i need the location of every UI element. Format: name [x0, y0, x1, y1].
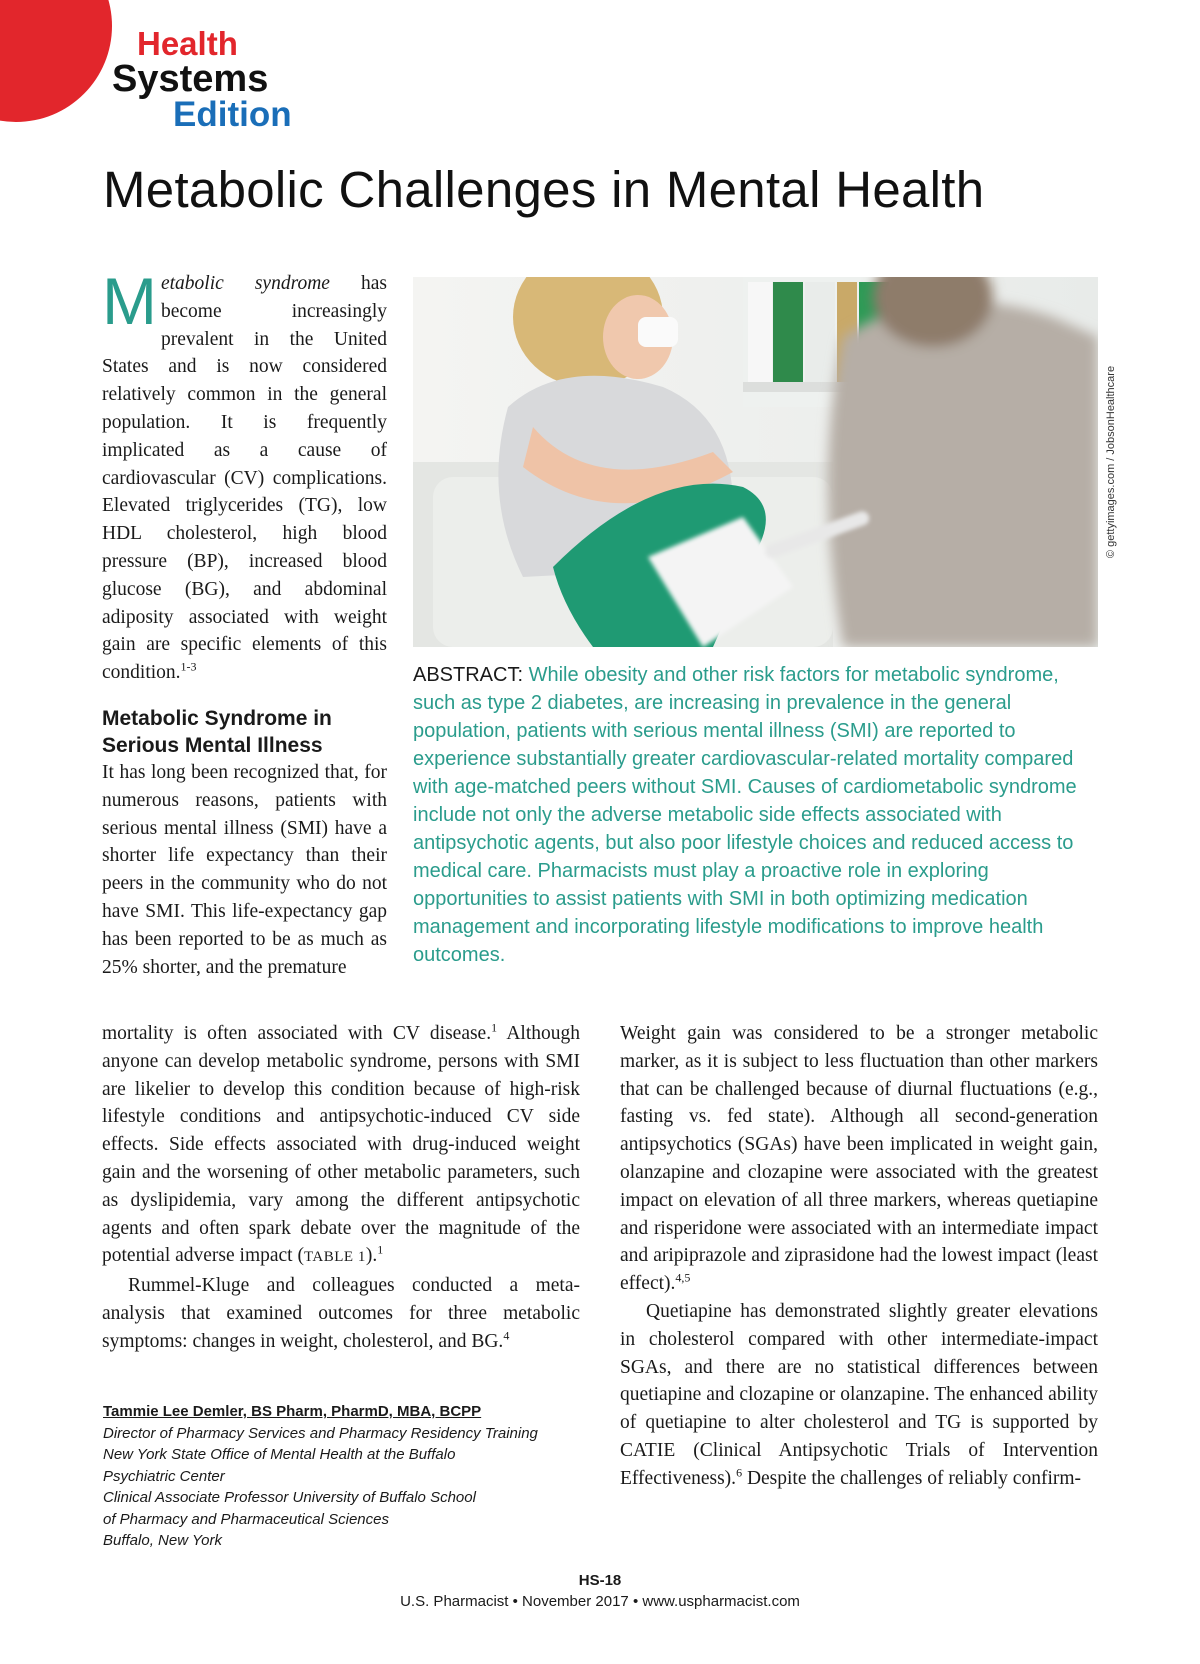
badge-edition: Edition	[173, 95, 292, 134]
p1-part-a: mortality is often associated with CV disease.	[102, 1023, 492, 1044]
right-paragraph-1	[620, 1020, 1098, 1298]
article-title: Metabolic Challenges in Mental Health	[103, 161, 985, 218]
rp2-ref: 6	[736, 1465, 743, 1480]
left-body	[102, 1020, 580, 1356]
badge-systems: Systems	[112, 58, 269, 100]
right-column	[620, 1020, 1098, 1493]
p1-part-c: ).	[365, 1245, 378, 1267]
body-paragraph-1	[102, 1020, 580, 1272]
badge-health: Health	[137, 25, 238, 62]
p2-text: Rummel-Kluge and colleagues conducted a meta-analysis that examined outcomes for three metabolic symptoms: changes in weight, cholesterol, and BG.	[102, 1275, 580, 1352]
rp2-text: Quetiapine has demonstrated slightly greater elevations in cholesterol compared with other intermediate-impact SGAs, and there are no statistical differences between quetiapine and clozapine or olanzapine. The enhanced ability of quetiapine to alter cholesterol and TG is supported by CATIE (Clinical Antipsychotic Trials of Intervention Effectiveness).	[620, 1300, 1098, 1489]
section1-text: It has long been recognized that, for numerous reasons, patients with serious mental illness (SMI) have a shorter life expectancy than their peers in the community who do not have SMI. This life-expectancy gap has been reported to be as much as 25% shorter, and the premature	[102, 761, 387, 978]
abstract-text: While obesity and other risk factors for metabolic syndrome, such as type 2 diabetes, are increasing in prevalence in the general population, patients with serious mental illness (SMI) are reported to experience substantially greater cardiovascular-related mortality compared with age-matched peers without SMI. Causes of cardiometabolic syndrome include not only the adverse metabolic side effects associated with antipsychotic agents, but also poor lifestyle choices and reduced access to medical care. Pharmacists must play a proactive role in exploring opportunities to assist patients with SMI in both optimizing medication management and incorporating lifestyle modifications to improve health outcomes.	[413, 664, 1077, 966]
photo-credit	[1103, 277, 1119, 647]
author-affiliation-5: of Pharmacy and Pharmaceutical Sciences	[103, 1510, 389, 1528]
section-heading: Metabolic Syndrome in Serious Mental Illness	[102, 706, 332, 757]
left-column	[102, 264, 387, 981]
body-paragraph-2	[102, 1272, 580, 1355]
page-number: HS-18	[578, 1572, 622, 1589]
intro-text: has become increasingly prevalent in the United States and is now considered relatively common in the general population. It is frequently implicated as a cause of cardiovascular (CV) complications. Elevated triglycerides (TG), low HDL cholesterol, high blood pressure (BP), increased blood glucose (BG), and abdominal adiposity associated with weight gain are specific elements of this condition.	[102, 273, 387, 684]
author-affiliation-6: Buffalo, New York	[103, 1532, 222, 1549]
table-ref: TABLE 1	[303, 1249, 366, 1266]
abstract	[413, 661, 1103, 969]
rp1-ref: 4,5	[675, 1270, 691, 1285]
rp2-tail: Despite the challenges of reliably confirm-	[742, 1467, 1082, 1489]
author-name: Tammie Lee Demler, BS Pharm, PharmD, MBA, BCPP	[103, 1403, 482, 1420]
author-affiliation-1: Director of Pharmacy Services and Pharmacy Residency Training	[103, 1424, 538, 1442]
photo-credit-text: © gettyimages.com / JobsonHealthcare	[1105, 365, 1117, 559]
intro-paragraph	[102, 264, 387, 687]
article-photo	[413, 277, 1098, 647]
author-affiliation-2: New York State Office of Mental Health at the Buffalo	[103, 1446, 456, 1463]
right-paragraph-2	[620, 1298, 1098, 1493]
p2-ref: 4	[503, 1328, 510, 1343]
p1-ref-1: 1	[491, 1020, 498, 1035]
drop-cap: M	[102, 264, 157, 338]
p1-ref-2: 1	[377, 1242, 384, 1257]
p1-part-b: Although anyone can develop metabolic syndrome, persons with SMI are likelier to develop this condition because of high-risk lifestyle conditions and antipsychotic-induced CV side effects. Side effects associated with drug-induced weight gain and the worsening of other metabolic parameters, such as dyslipidemia, vary among the different antipsychotic agents and often spark debate over the magnitude of the potential adverse impact (	[102, 1023, 580, 1267]
author-block	[103, 1401, 583, 1552]
author-affiliation-3: Psychiatric Center	[103, 1467, 225, 1485]
badge-circle	[0, 0, 112, 122]
footer-line: U.S. Pharmacist • November 2017 • www.uspharmacist.com	[400, 1593, 800, 1610]
author-affiliation-4: Clinical Associate Professor University of Buffalo School	[103, 1489, 476, 1506]
rp1-text: Weight gain was considered to be a stronger metabolic marker, as it is subject to less fluctuation than other markers that can be challenged because of diurnal fluctuations (e.g., fasting vs. fed state). Although all second-generation antipsychotics (SGAs) have been implicated in weight gain, olanzapine and clozapine were associated with the greatest impact on elevation of all three markers, whereas quetiapine and risperidone were associated with an intermediate impact and aripiprazole and ziprasidone had the lowest impact (least effect).	[620, 1023, 1098, 1295]
intro-italic-term: etabolic syndrome	[160, 273, 330, 294]
intro-ref: 1-3	[180, 659, 197, 674]
abstract-label: ABSTRACT:	[413, 664, 529, 686]
